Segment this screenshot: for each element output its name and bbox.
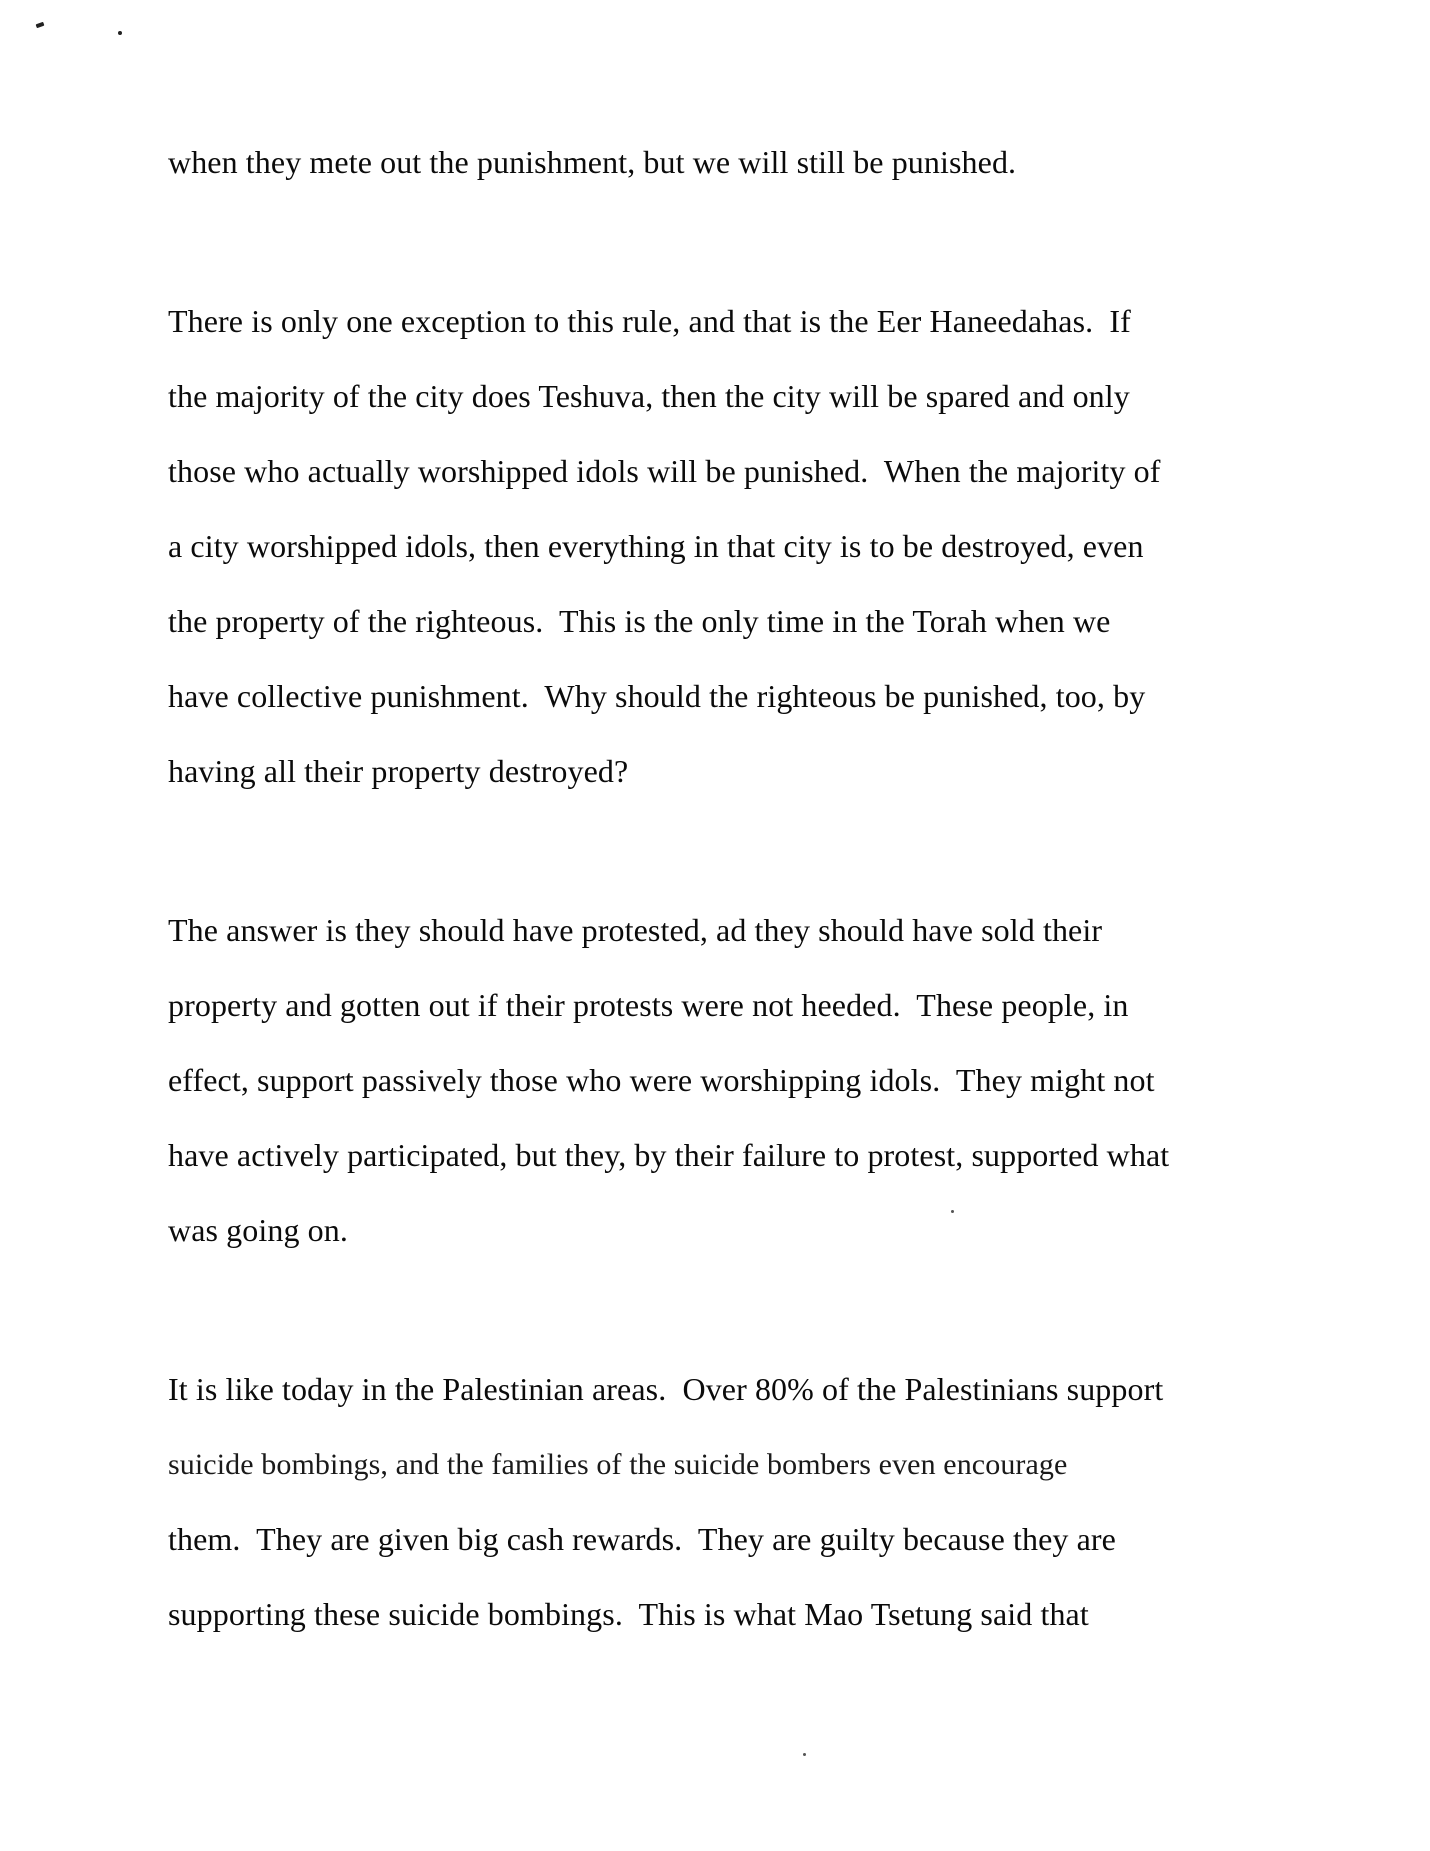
text-line: when they mete out the punishment, but we will still be punished. <box>168 144 1017 180</box>
text-line: supporting these suicide bombings. This is what Mao Tsetung said that <box>168 1596 1089 1632</box>
text-line: property and gotten out if their protests were not heeded. These people, in <box>168 987 1129 1023</box>
text-line: have collective punishment. Why should the righteous be punished, too, by <box>168 678 1146 714</box>
text-line: a city worshipped idols, then everything in that city is to be destroyed, even <box>168 528 1144 564</box>
scan-speck <box>36 22 45 28</box>
text-line: the majority of the city does Teshuva, then the city will be spared and only <box>168 378 1130 414</box>
text-line: It is like today in the Palestinian areas. Over 80% of the Palestinians support <box>168 1371 1164 1407</box>
text-line: them. They are given big cash rewards. They are guilty because they are <box>168 1521 1116 1557</box>
paragraph <box>168 893 1169 1268</box>
paragraph <box>168 125 1169 200</box>
scan-speck <box>118 31 122 35</box>
text-line: effect, support passively those who were worshipping idols. They might not <box>168 1062 1155 1098</box>
text-line: the property of the righteous. This is the only time in the Torah when we <box>168 603 1111 639</box>
text-line: those who actually worshipped idols will be punished. When the majority of <box>168 453 1161 489</box>
paragraph <box>168 284 1169 809</box>
text-line: have actively participated, but they, by their failure to protest, supported what <box>168 1137 1170 1173</box>
text-line: having all their property destroyed? <box>168 753 629 789</box>
text-line: There is only one exception to this rule, and that is the Eer Haneedahas. If <box>168 303 1131 339</box>
text-line: was going on. <box>168 1212 348 1248</box>
text-line: The answer is they should have protested, ad they should have sold their <box>168 912 1103 948</box>
scan-speck <box>803 1753 806 1756</box>
text-line: suicide bombings, and the families of the suicide bombers even encourage <box>168 1448 1068 1481</box>
document-text-block <box>168 125 1169 1736</box>
paragraph <box>168 1352 1169 1652</box>
